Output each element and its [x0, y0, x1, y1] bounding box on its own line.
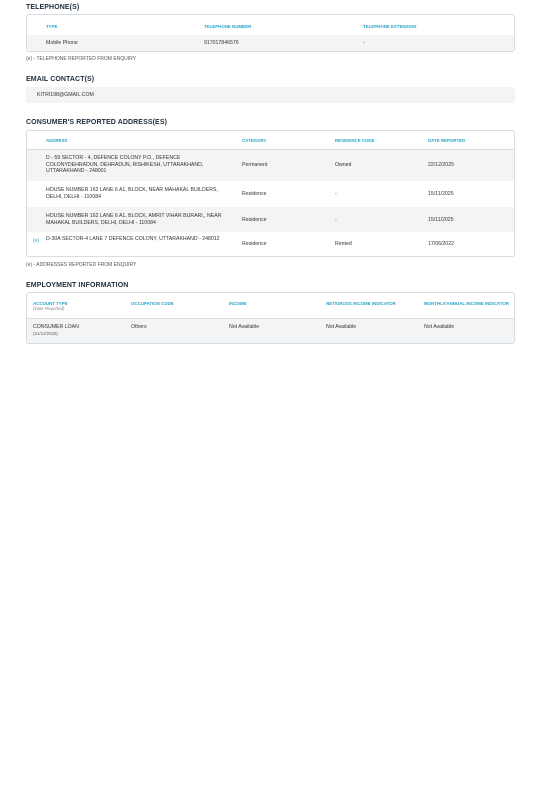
category-cell: Residence	[242, 241, 267, 247]
address-section-title: CONSUMER'S REPORTED ADDRESS(ES)	[26, 119, 168, 126]
telephone-extension-cell: -	[363, 40, 365, 46]
account-date-cell: (31/12/2025)	[33, 331, 58, 336]
net-gross-income-header: NET/GROSS INCOME INDICATOR	[326, 301, 396, 306]
address-row	[27, 181, 514, 207]
telephone-table	[26, 14, 515, 52]
telephone-row	[27, 35, 514, 52]
address-row	[27, 232, 514, 257]
residence-code-header: RESIDENCE CODE	[335, 138, 375, 143]
telephone-number-header: TELEPHONE NUMBER	[204, 24, 252, 29]
date-reported-subheader: (Date Reported)	[33, 306, 65, 311]
telephone-number-cell: 917017846576	[204, 40, 239, 46]
residence-code-cell: Rented	[335, 241, 352, 247]
email-section-title: EMAIL CONTACT(S)	[26, 76, 95, 83]
category-cell: Permanent	[242, 162, 268, 168]
employment-row	[27, 319, 514, 344]
residence-code-cell: -	[335, 217, 337, 223]
email-row	[26, 87, 515, 103]
address-cell: D - 59 SECTOR - 4, DEFENCE COLONY P.O., DEFENCE COLONYDEHRADUN, DEHRADUN, RISHIKESH, UTTARAKHAND, UTTARAKHAND - 248001	[46, 155, 204, 175]
net-gross-income-cell: Not Available	[326, 324, 357, 330]
residence-code-cell: Owned	[335, 162, 352, 168]
address-row	[27, 150, 514, 181]
email-value: KITRI198@GMAIL.COM	[37, 92, 94, 98]
date-reported-cell: 22/12/2025	[428, 162, 454, 168]
monthly-annual-income-header: MONTHLY/ANNUAL INCOME INDICATOR	[424, 301, 509, 306]
income-header: INCOME	[229, 301, 247, 306]
occupation-code-cell: Others	[131, 324, 147, 330]
category-cell: Residence	[242, 217, 267, 223]
employment-table	[26, 292, 515, 344]
telephone-section-title: TELEPHONE(S)	[26, 4, 80, 11]
telephone-note: (e) - TELEPHONE REPORTED FROM ENQUIRY	[26, 56, 137, 62]
date-reported-header: DATE REPORTED	[428, 138, 466, 143]
address-cell: HOUSE NUMBER 162 LANE 6 A1, BLOCK, NEAR MAHAKAL BUILDERS, DELHI, DELHI - 110084	[46, 187, 218, 200]
account-type-cell: CONSUMER LOAN	[33, 324, 79, 330]
address-cell: HOUSE NUMBER 162 LANE 6 A1, BLOCK, AMRIT VIHAR BURARI,, NEAR MAHAKAL BUILDERS, DELHI, DELHI - 110084	[46, 213, 222, 226]
account-type-header: ACCOUNT TYPE (Date Reported)	[33, 301, 68, 311]
occupation-code-header: OCCUPATION CODE	[131, 301, 174, 306]
enquiry-marker: (e)	[33, 238, 40, 244]
date-reported-cell: 15/11/2025	[428, 217, 454, 223]
telephone-type-cell: Mobile Phone	[46, 40, 78, 46]
address-cell: D-30A SECTOR-4 LANE 7 DEFENCE COLONY, UTTARAKHAND - 248012	[46, 236, 220, 242]
date-reported-cell: 17/06/2022	[428, 241, 454, 247]
income-cell: Not Available	[229, 324, 260, 330]
telephone-extension-header: TELEPHONE EXTENSION	[363, 24, 417, 29]
category-header: CATEGORY	[242, 138, 267, 143]
monthly-annual-income-cell: Not Available	[424, 324, 455, 330]
category-cell: Residence	[242, 191, 267, 197]
address-table	[26, 130, 515, 257]
residence-code-cell: -	[335, 191, 337, 197]
address-header: ADDRESS	[46, 138, 68, 143]
address-note: (e) - ADDRESSES REPORTED FROM ENQUIRY	[26, 262, 137, 268]
telephone-type-header: TYPE	[46, 24, 58, 29]
address-row	[27, 207, 514, 232]
date-reported-cell: 15/11/2025	[428, 191, 454, 197]
employment-section-title: EMPLOYMENT INFORMATION	[26, 282, 129, 289]
